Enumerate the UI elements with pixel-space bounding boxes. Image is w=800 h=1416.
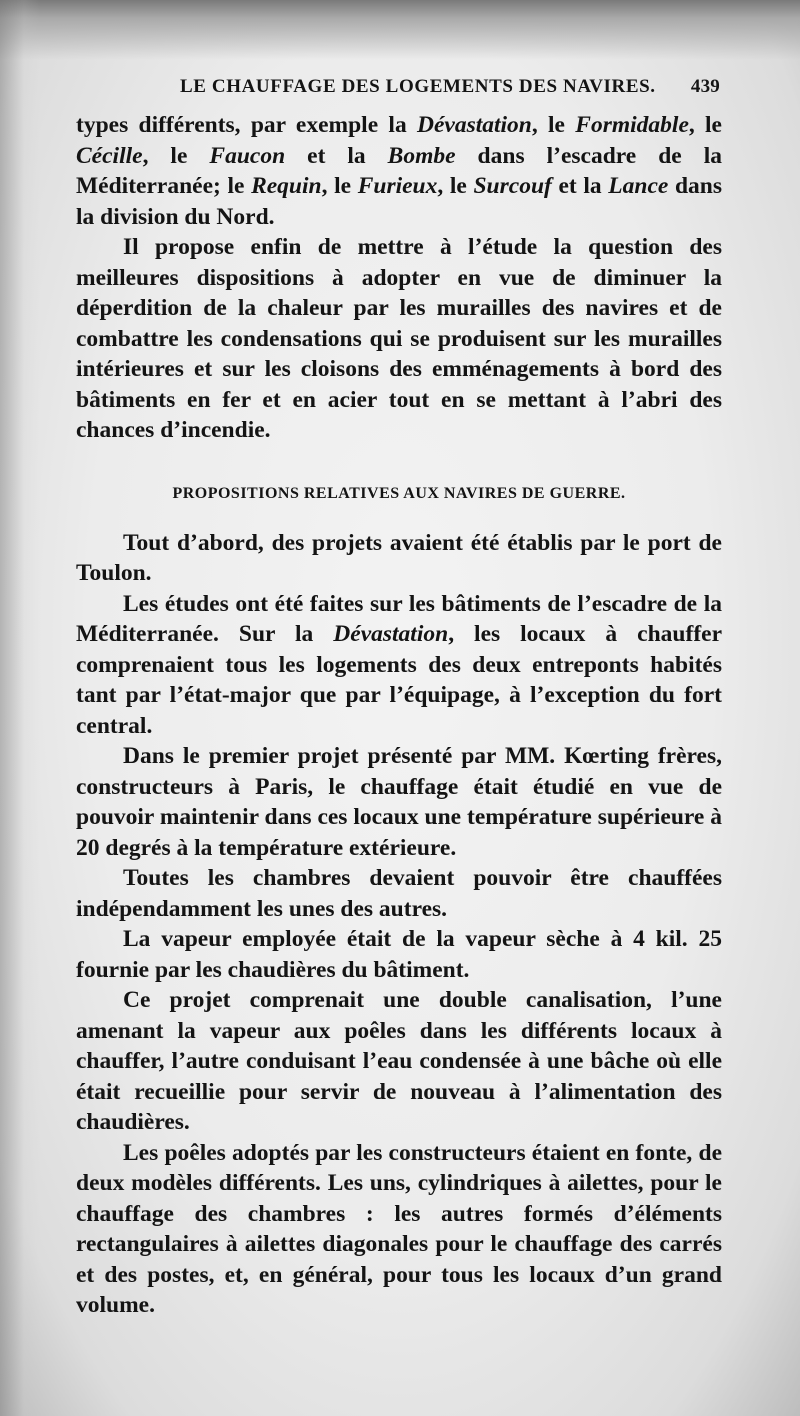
paragraph	[76, 589, 722, 742]
text-run: Les études ont été faites sur les bâtiments de l’escadre de la Méditerranée. Sur la	[76, 590, 722, 647]
page-header	[180, 76, 720, 106]
section-heading: PROPOSITIONS RELATIVES AUX NAVIRES DE GUERRE.	[172, 484, 626, 502]
ship-name: Formidable	[575, 112, 689, 138]
page-body	[76, 110, 722, 1321]
ship-name: Faucon	[209, 142, 286, 169]
paragraph: Les poêles adoptés par les constructeurs étaient en fonte, de deux modèles différents. Les uns, cylindriques à ailettes, pour le chauffage des chambres : les autres formés d’éléments rectangulaires à ailettes diagonales pour le chauffage des carrés et des postes, et, en général, pour tous les locaux d’un grand volume.	[76, 1139, 722, 1318]
ship-name: Bombe	[387, 142, 456, 169]
text-run: , le	[688, 112, 722, 138]
ship-name: Dévastation	[333, 621, 449, 647]
ship-name: Furieux	[357, 173, 438, 199]
text-run: dans la division du Nord.	[76, 173, 723, 230]
text-run: , le	[321, 173, 358, 199]
scan-gutter-shadow	[0, 0, 40, 1416]
paragraph: Tout d’abord, des projets avaient été établis par le port de Toulon.	[76, 529, 722, 586]
text-run: , le	[531, 112, 576, 138]
ship-name: Dévastation	[416, 112, 532, 138]
text-run: types différents, par exemple la	[76, 112, 417, 138]
text-run: et la	[551, 173, 609, 199]
ship-name: Requin	[251, 173, 322, 199]
page-number: 439	[690, 76, 720, 97]
paragraph-continued	[76, 110, 722, 232]
text-run: dans l’escadre de la Méditerranée; le	[76, 142, 722, 199]
paragraph: Ce projet comprenait une double canalisation, l’une amenant la vapeur aux poêles dans les différents locaux à chauffer, l’autre conduisant l’eau condensée à une bâche où elle était recueillie pour servir de nouveau à l’alimentation des chaudières.	[76, 987, 722, 1135]
paragraph: Il propose enfin de mettre à l’étude la question des meilleures dispositions à adopter en vue de diminuer la déperdition de la chaleur par les murailles des navires et de combattre les condensations qui se produisent sur les murailles intérieures et sur les cloisons des emménagements à bord des bâtiments en fer et en acier tout en se mettant à l’abri des chances d’incendie.	[76, 234, 722, 443]
running-title: LE CHAUFFAGE DES LOGEMENTS DES NAVIRES.	[180, 76, 656, 97]
text-run: et la	[285, 142, 388, 169]
ship-name: Lance	[608, 173, 669, 199]
paragraph: Dans le premier projet présenté par MM. Kœrting frères, constructeurs à Paris, le chauffage était étudié en vue de pouvoir maintenir dans ces locaux une température supérieure à 20 degrés à la température extérieure.	[76, 743, 722, 861]
paragraph: Toutes les chambres devaient pouvoir être chauffées indépendamment les unes des autres.	[76, 865, 722, 922]
text-run: , le	[142, 142, 210, 169]
text-run: , le	[437, 173, 474, 199]
ship-name: Surcouf	[473, 173, 552, 199]
scan-top-shadow	[0, 0, 800, 60]
paragraph: La vapeur employée était de la vapeur sèche à 4 kil. 25 fournie par les chaudières du bâtiment.	[76, 926, 722, 983]
ship-name: Cécille	[76, 142, 143, 169]
text-run: , les locaux à chauffer comprenaient tous les logements des deux entreponts habités tant par l’état-major que par l’équipage, à l’exception du fort central.	[76, 621, 723, 739]
